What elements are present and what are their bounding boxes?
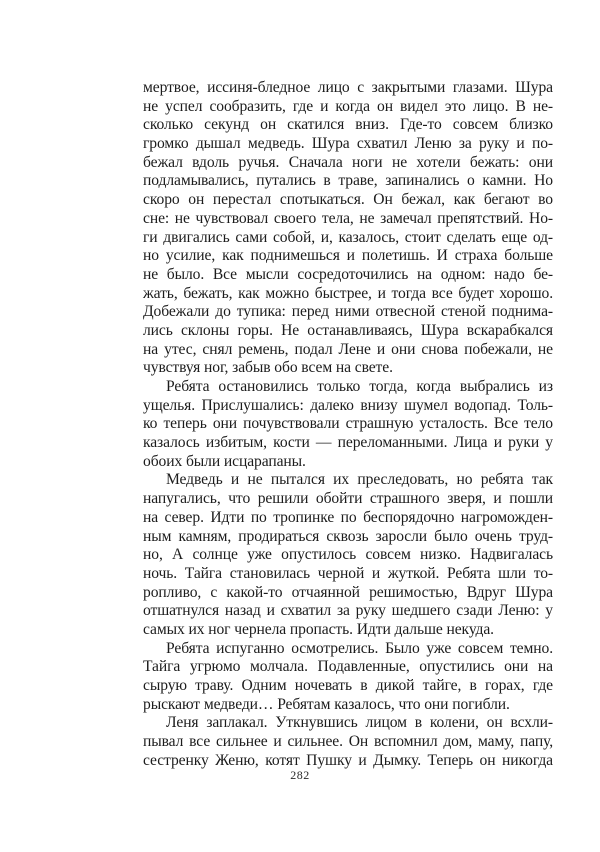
text-line: пывал все сильнее и сильнее. Он вспомнил дом, маму, папу, <box>143 733 553 751</box>
text-line: скоро он перестал спотыкаться. Он бежал, как бегают во <box>143 191 553 209</box>
text-line: Добежали до тупика: перед ними отвесной стеной поднима- <box>143 303 553 321</box>
text-line: на утес, снял ремень, подал Лене и они снова побежали, не <box>143 340 553 358</box>
text-line: бежал вдоль ручья. Сначала ноги не хотели бежать: они <box>143 153 553 171</box>
paragraph-start-line: Ребята испуганно осмотрелись. Было уже совсем темно. <box>166 639 553 657</box>
text-line: ко теперь они почувствовали страшную усталость. Все тело <box>143 415 553 433</box>
text-line: громко дышал медведь. Шура схватил Леню за руку и по- <box>143 135 553 153</box>
text-line: ропливо, с какой-то отчаянной решимостью, Вдруг Шура <box>143 583 553 601</box>
text-line: лись склоны горы. Не останавливаясь, Шура вскарабкался <box>143 321 553 339</box>
text-line: напугались, что решили обойти страшного зверя, и пошли <box>143 490 553 508</box>
paragraph-end-line: рыскают медведи… Ребятам казалось, что они погибли. <box>143 695 510 713</box>
paragraph-end-line: чувствуя ног, забыв обо всем на свете. <box>143 359 393 377</box>
text-line: сестренку Женю, котят Пушку и Дымку. Теперь он никогда <box>143 751 553 769</box>
text-line: не успел сообразить, где и когда он видел это лицо. В не- <box>143 97 553 115</box>
text-line: казалось избитым, кости — переломанными. Лица и руки у <box>143 434 553 452</box>
text-line: сне: не чувствовал своего тела, не замечал препятствий. Но- <box>143 209 553 227</box>
text-line: Тайга угрюмо молчала. Подавленные, опустились они на <box>143 658 553 676</box>
text-line: ным камням, продираться сквозь заросли было очень труд- <box>143 527 553 545</box>
text-line: сырую траву. Одним ночевать в дикой тайге, в горах, где <box>143 677 553 694</box>
text-line: подламывались, путались в траве, запинались о камни. Но <box>143 172 553 190</box>
paragraph-start-line: Ребята остановились только тогда, когда выбрались из <box>166 378 553 395</box>
text-line: на север. Идти по тропинке по беспорядочно нагроможден- <box>143 508 553 526</box>
text-line: сколько секунд он скатился вниз. Где-то совсем близко <box>143 116 553 134</box>
paragraph-end-line: самых их ног чернела пропасть. Идти дальше некуда. <box>143 620 494 638</box>
paragraph-start-line: Медведь и не пытался их преследовать, но ребята так <box>166 471 553 489</box>
paragraph-end-line: обоих были исцарапаны. <box>143 452 306 470</box>
text-line: ночь. Тайга становилась черной и жуткой. Ребята шли то- <box>143 564 553 582</box>
text-line: ги двигались сами собой, и, казалось, стоит сделать еще од- <box>143 228 553 246</box>
text-line: ущелья. Прислушались: далеко внизу шумел водопад. Толь- <box>143 396 553 414</box>
text-line: но усилие, как поднимешься и полетишь. И страха больше <box>143 247 553 265</box>
paragraph-start-line: Леня заплакал. Уткнувшись лицом в колени, он всхли- <box>166 714 553 732</box>
text-line: но, А солнце уже опустилось совсем низко. Надвигалась <box>143 546 553 564</box>
body-text <box>143 79 553 770</box>
page-number: 282 <box>290 768 310 782</box>
text-line: не было. Все мысли сосредоточились на одном: надо бе- <box>143 265 553 283</box>
text-line: мертвое, иссиня-бледное лицо с закрытыми глазами. Шура <box>143 79 553 96</box>
text-line: отшатнулся назад и схватил за руку шедшего сзади Леню: у <box>143 602 553 620</box>
text-line: жать, бежать, как можно быстрее, и тогда все будет хорошо. <box>143 284 553 302</box>
